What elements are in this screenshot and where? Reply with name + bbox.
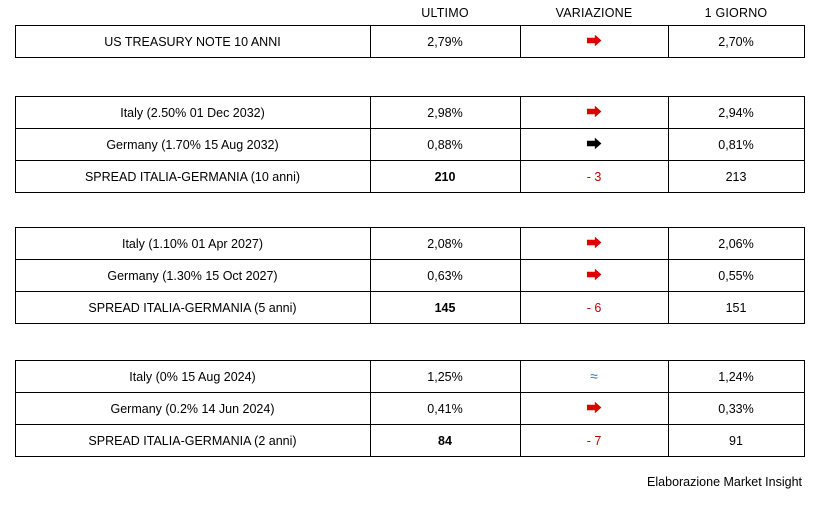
header-ultimo: ULTIMO [421,6,469,20]
source-credit: Elaborazione Market Insight [647,475,802,489]
table-row [15,228,804,260]
row-giorno: 0,81% [668,129,804,161]
row-ultimo: 145 [370,292,520,324]
arrow-up-icon: ⮕ [586,400,602,417]
row-label: Italy (0% 15 Aug 2024) [15,361,370,393]
row-label: Germany (1.70% 15 Aug 2032) [15,129,370,161]
table-row [15,97,804,129]
approximately-equal-icon: ≈ [590,368,598,384]
row-giorno: 151 [668,292,804,324]
row-ultimo: 1,25% [370,361,520,393]
row-ultimo: 2,98% [370,97,520,129]
table-row [15,260,804,292]
table-row-spread [15,292,804,324]
row-ultimo: 2,08% [370,228,520,260]
spacer [0,324,819,360]
row-variazione [520,26,668,58]
arrow-up-icon: ⮕ [586,136,602,153]
row-label: Germany (0.2% 14 Jun 2024) [15,393,370,425]
row-giorno: 2,06% [668,228,804,260]
row-giorno: 2,70% [668,26,804,58]
table-row [15,393,804,425]
row-variazione: - 6 [520,292,668,324]
spacer [0,193,819,227]
row-variazione [520,228,668,260]
row-variazione [520,361,668,393]
header-label-column [15,6,370,20]
row-ultimo: 0,41% [370,393,520,425]
row-giorno: 0,55% [668,260,804,292]
arrow-up-icon: ⮕ [586,33,602,50]
row-variazione: - 7 [520,425,668,457]
row-ultimo: 0,63% [370,260,520,292]
row-label: US TREASURY NOTE 10 ANNI [15,26,370,58]
row-ultimo: 84 [370,425,520,457]
row-variazione [520,393,668,425]
table-row [15,129,804,161]
table-block-us-treasury [15,25,805,58]
row-variazione [520,97,668,129]
header-variazione: VARIAZIONE [555,6,633,20]
row-giorno: 1,24% [668,361,804,393]
row-ultimo: 0,88% [370,129,520,161]
row-label: Germany (1.30% 15 Oct 2027) [15,260,370,292]
row-giorno: 0,33% [668,393,804,425]
row-variazione [520,129,668,161]
row-ultimo: 2,79% [370,26,520,58]
row-label: Italy (2.50% 01 Dec 2032) [15,97,370,129]
row-giorno: 213 [668,161,804,193]
row-label: SPREAD ITALIA-GERMANIA (10 anni) [15,161,370,193]
row-label: SPREAD ITALIA-GERMANIA (2 anni) [15,425,370,457]
row-label: SPREAD ITALIA-GERMANIA (5 anni) [15,292,370,324]
table-column-headers [15,0,804,25]
row-variazione: - 3 [520,161,668,193]
header-giorno: 1 GIORNO [704,6,768,20]
row-variazione [520,260,668,292]
arrow-up-icon: ⮕ [586,104,602,121]
table-row [15,361,804,393]
arrow-up-icon: ⮕ [586,267,602,284]
table-block-5-anni [15,227,805,324]
row-ultimo: 210 [370,161,520,193]
table-row [15,26,804,58]
row-giorno: 91 [668,425,804,457]
table-block-10-anni [15,96,805,193]
row-label: Italy (1.10% 01 Apr 2027) [15,228,370,260]
table-block-2-anni [15,360,805,457]
arrow-up-icon: ⮕ [586,235,602,252]
spacer [0,58,819,96]
table-row-spread [15,161,804,193]
row-giorno: 2,94% [668,97,804,129]
table-row-spread [15,425,804,457]
